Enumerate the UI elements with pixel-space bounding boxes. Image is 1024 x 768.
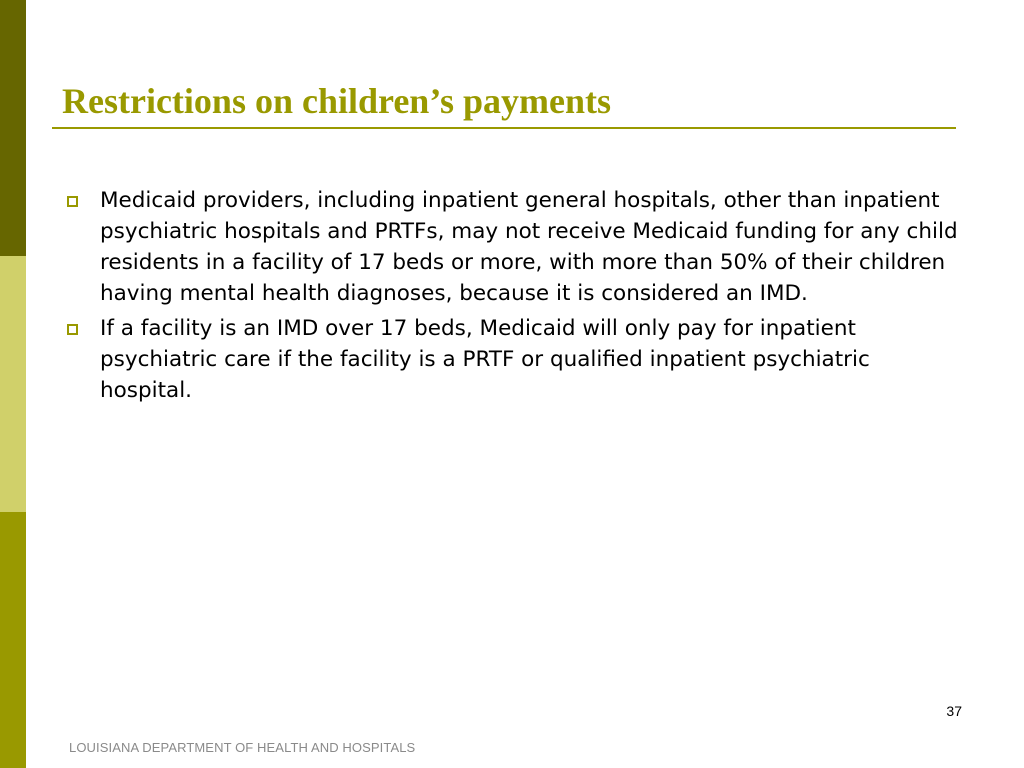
page-number: 37	[946, 703, 962, 719]
side-band-light	[0, 256, 26, 512]
bullet-item	[62, 313, 962, 406]
slide-title: Restrictions on children’s payments	[62, 81, 611, 121]
square-bullet-icon	[67, 324, 78, 335]
side-band-dark	[0, 0, 26, 256]
bullet-list	[62, 185, 962, 410]
square-bullet-icon	[67, 196, 78, 207]
title-underline	[52, 127, 956, 129]
bullet-text: If a facility is an IMD over 17 beds, Medicaid will only pay for inpatient psychiatric care if the facility is a PRTF or qualified inpatient psychiatric hospital.	[100, 316, 870, 403]
side-band-olive	[0, 512, 26, 768]
bullet-item	[62, 185, 962, 309]
footer-organization: LOUISIANA DEPARTMENT OF HEALTH AND HOSPITALS	[69, 740, 416, 755]
bullet-text: Medicaid providers, including inpatient general hospitals, other than inpatient psychiatric hospitals and PRTFs, may not receive Medicaid funding for any child residents in a facility of 17 beds or more, with more than 50% of their children having mental health diagnoses, because it is considered an IMD.	[100, 188, 958, 306]
